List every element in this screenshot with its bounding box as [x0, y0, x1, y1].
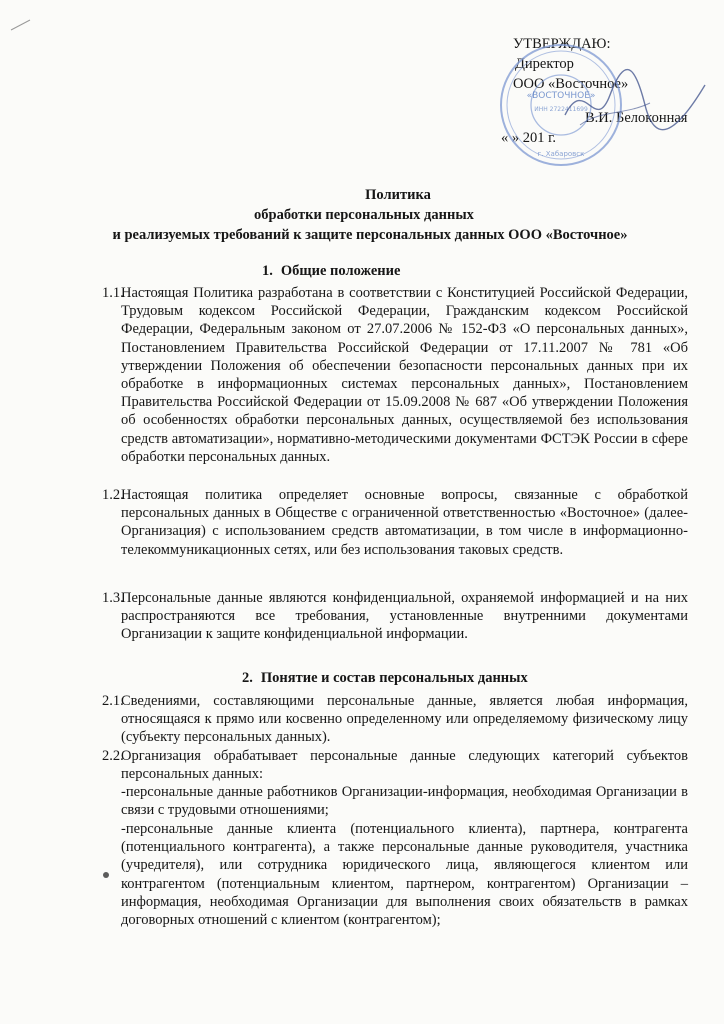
doc-title-line3: и реализуемых требований к защите персональных данных ООО «Восточное»: [112, 227, 628, 243]
scratch-mark: [10, 18, 32, 32]
paragraph-number: 1.2.: [102, 487, 124, 503]
svg-text:«ВОСТОЧНОЕ»: «ВОСТОЧНОЕ»: [526, 91, 596, 101]
svg-text:г. Хабаровск: г. Хабаровск: [537, 150, 585, 158]
approval-position: Директор: [515, 56, 574, 72]
approval-signer: В.И. Белоконная: [585, 110, 688, 126]
paragraph-text: Организация обрабатывает персональные данные следующих категорий субъектов персональных данных:: [121, 748, 688, 783]
handwritten-signature: [555, 55, 715, 145]
section-title: Общие положение: [280, 263, 401, 279]
paragraph: [102, 747, 688, 783]
approval-company: ООО «Восточное»: [513, 76, 629, 92]
list-item: [121, 820, 688, 929]
section-number: 2.: [242, 670, 253, 686]
paragraph: [102, 692, 688, 747]
section-heading: [242, 670, 528, 687]
list-item-text: -персональные данные работников Организации-информация, необходимая Организации в связи с трудовыми отношениями;: [121, 784, 688, 819]
paragraph-text: Сведениями, составляющими персональные данные, является любая информация, относящаяся к прямо или косвенно определенному или определяемому физическому лицу (субъекту персональных данных).: [121, 693, 688, 746]
approval-label: УТВЕРЖДАЮ:: [513, 36, 611, 52]
list-item: [121, 783, 688, 819]
paragraph-text: Настоящая Политика разработана в соответствии с Конституцией Российской Федерации, Трудовым кодексом Российской Федерации, Гражданским кодексом Российской Федерации, Федеральным законом от 27.07.2006 № 152-ФЗ «О персональных данных», Постановлением Правительства Российской Федерации от 17.11.2007 № 781 «Об утверждении Положения об обеспечении безопасности персональных данных при их обработке в информационных системах персональных данных», Постановлением Правительства Российской Федерации от 15.09.2008 № 687 «Об утверждении Положения об особенностях обработки персональных данных, осуществляемой без использования средств автоматизации», нормативно-методическими документами ФСТЭК России в сфере обработки персональных данных.: [121, 285, 688, 465]
section-number: 1.: [262, 263, 273, 279]
paragraph-text: Настоящая политика определяет основные вопросы, связанные с обработкой персональных данных в Обществе с ограниченной ответственностью «Восточное» (далее-Организация) с использованием средств автоматизации, в том числе в информационно-телекоммуникационных сетях, или без использования таковых средств.: [121, 487, 688, 558]
doc-title-line1: Политика: [365, 187, 431, 203]
punch-hole-mark: [103, 872, 109, 878]
section-heading: [262, 263, 400, 280]
paragraph-text: Персональные данные являются конфиденциальной, охраняемой информацией и на них распространяются все требования, установленные внутренними документами Организации к защите конфиденциальной информации.: [121, 590, 688, 643]
paragraph: [102, 589, 688, 644]
section-title: Понятие и состав персональных данных: [260, 670, 528, 686]
doc-title-line2: обработки персональных данных: [254, 207, 474, 223]
paragraph-number: 1.1.: [102, 285, 124, 301]
paragraph: [102, 284, 688, 466]
list-item-text: -персональные данные клиента (потенциального клиента), партнера, контрагента (потенциального контрагента), а также персональные данные руководителя, участника (учредителя), или сотрудника юридического лица, являющегося клиентом или контрагентом (потенциальным клиентом, партнером, контрагентом) Организации – информация, необходимая Организации для выполнения своих обязательств в рамках договорных отношений с клиентом (контрагентом);: [121, 821, 688, 929]
approval-date: « » 201 г.: [501, 130, 557, 146]
paragraph: [102, 486, 688, 559]
paragraph-number: 1.3.: [102, 590, 124, 606]
paragraph-number: 2.2.: [102, 748, 124, 764]
paragraph-number: 2.1.: [102, 693, 124, 709]
svg-text:ИНН 2722411699: ИНН 2722411699: [534, 106, 588, 113]
